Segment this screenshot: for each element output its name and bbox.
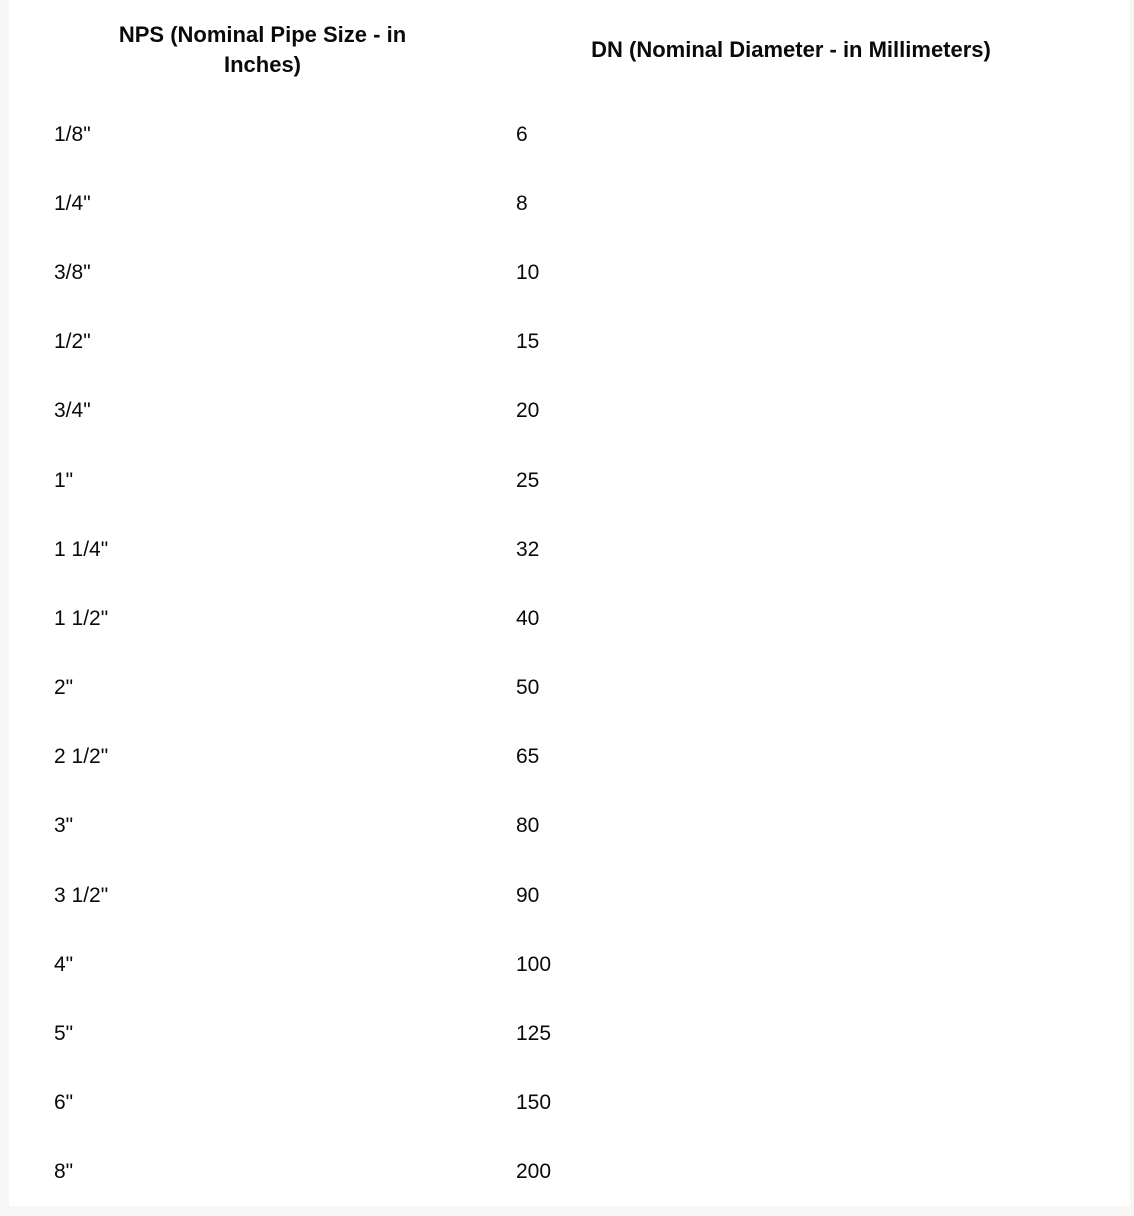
nps-header-line2: Inches) (223, 52, 302, 77)
dn-cell: 20 (516, 399, 540, 423)
dn-cell: 6 (516, 122, 528, 146)
dn-cell: 8 (516, 191, 528, 215)
table-row (9, 654, 1066, 723)
table-row (9, 169, 1066, 238)
table-row (9, 515, 1066, 584)
nps-cell: 1" (54, 468, 74, 492)
nps-cell: 8" (54, 1160, 74, 1184)
table-row (9, 308, 1066, 377)
nps-cell: 1/4" (54, 191, 91, 215)
nps-cell: 2 1/2" (54, 745, 109, 769)
nps-header-line1: NPS (Nominal Pipe Size - in (118, 22, 407, 47)
table-row (9, 584, 1066, 653)
nps-cell: 3 1/2" (54, 883, 109, 907)
nps-column-header (9, 0, 516, 100)
nps-cell: 5" (54, 1022, 74, 1046)
nps-cell: 4" (54, 952, 74, 976)
nps-cell: 1/8" (54, 122, 91, 146)
dn-cell: 125 (516, 1022, 552, 1046)
nps-cell: 2" (54, 676, 74, 700)
dn-cell: 150 (516, 1091, 552, 1115)
table-row (9, 100, 1066, 169)
table-body (9, 100, 1066, 1207)
table-row (9, 999, 1066, 1068)
dn-cell: 32 (516, 537, 540, 561)
nps-cell: 1 1/4" (54, 537, 109, 561)
dn-cell: 25 (516, 468, 540, 492)
dn-cell: 65 (516, 745, 540, 769)
dn-cell: 15 (516, 330, 540, 354)
dn-cell: 80 (516, 814, 540, 838)
dn-cell: 90 (516, 883, 540, 907)
nps-cell: 1 1/2" (54, 606, 109, 630)
table-row (9, 1138, 1066, 1207)
nps-cell: 6" (54, 1091, 74, 1115)
nps-cell: 3/8" (54, 260, 91, 284)
nps-cell: 3" (54, 814, 74, 838)
table-row (9, 930, 1066, 999)
nps-cell: 1/2" (54, 330, 91, 354)
dn-cell: 40 (516, 606, 540, 630)
table-row (9, 238, 1066, 307)
table-surface (9, 0, 1130, 1206)
table-row (9, 446, 1066, 515)
table-header (9, 0, 1066, 100)
header-row (9, 0, 1066, 100)
dn-cell: 10 (516, 260, 540, 284)
table-row (9, 723, 1066, 792)
dn-cell: 100 (516, 952, 552, 976)
nps-cell: 3/4" (54, 399, 91, 423)
dn-cell: 200 (516, 1160, 552, 1184)
dn-column-header (516, 0, 1066, 100)
table-row (9, 1069, 1066, 1138)
dn-cell: 50 (516, 676, 540, 700)
table-row (9, 861, 1066, 930)
dn-header-label: DN (Nominal Diameter - in Millimeters) (591, 37, 991, 62)
table-row (9, 377, 1066, 446)
pipe-size-table (9, 0, 1066, 1207)
table-row (9, 792, 1066, 861)
